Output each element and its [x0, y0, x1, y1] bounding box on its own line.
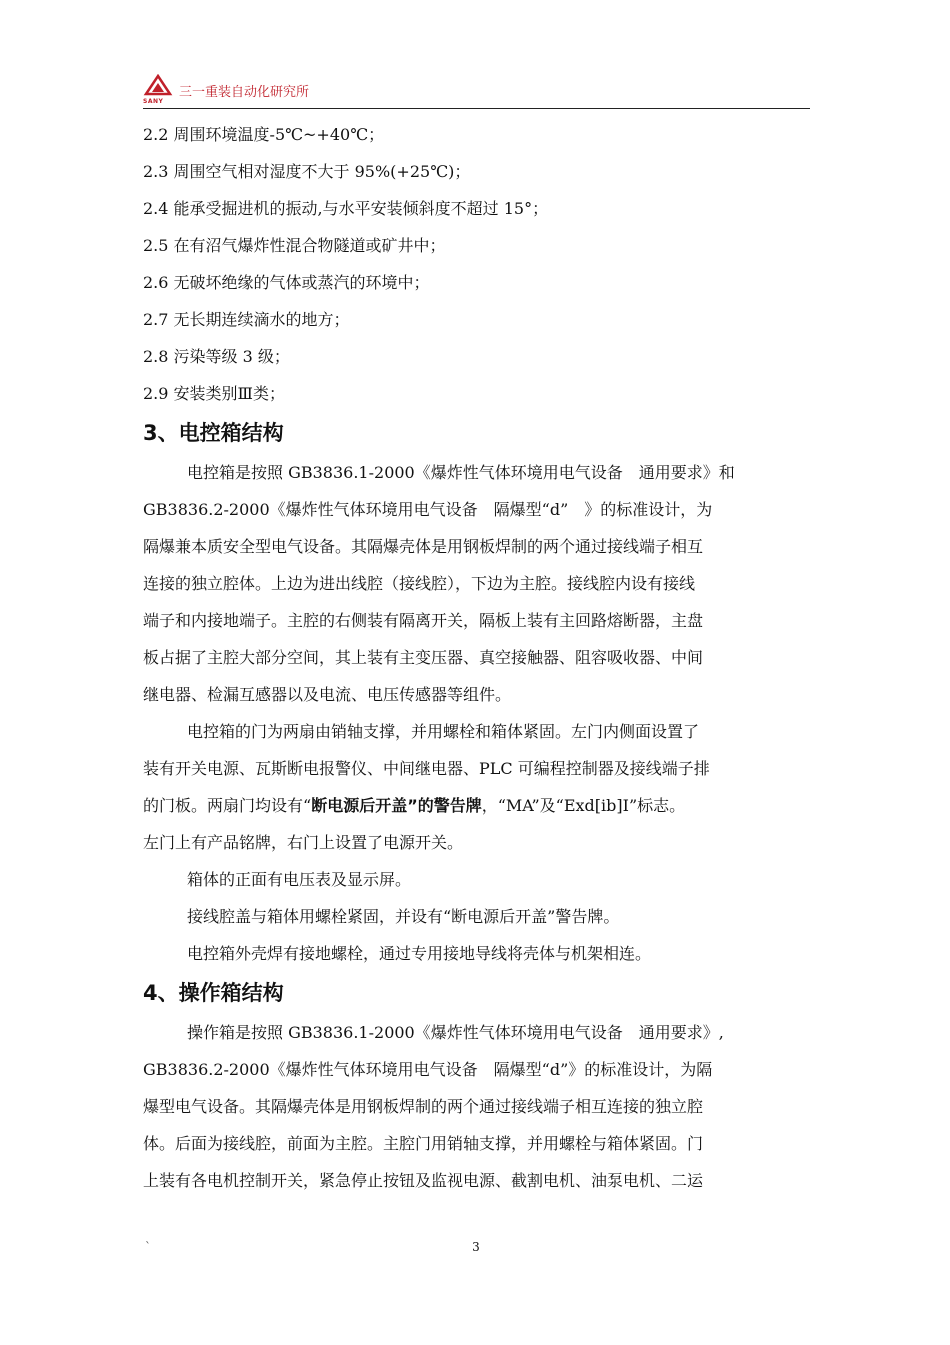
paragraph-line: 电控箱是按照 GB3836.1-2000《爆炸性气体环境用电气设备 通用要求》和	[187, 463, 735, 482]
env-item: 2.7 无长期连续滴水的地方；	[143, 310, 350, 329]
page-number: 3	[472, 1240, 480, 1254]
paragraph-line: 电控箱外壳焊有接地螺栓，通过专用接地导线将壳体与机架相连。	[187, 944, 652, 963]
env-item: 2.5 在有沼气爆炸性混合物隧道或矿井中；	[143, 236, 446, 255]
text-run: 的门板。两扇门均设有“	[143, 796, 312, 815]
paragraph-line: 继电器、检漏互感器以及电流、电压传感器等组件。	[143, 685, 512, 704]
text-run: ，“MA”及“Exd[ib]I”标志。	[481, 796, 686, 815]
env-item: 2.3 周围空气相对湿度不大于 95%(+25℃)；	[143, 162, 471, 181]
paragraph-line: 体。后面为接线腔，前面为主腔。主腔门用销轴支撑，并用螺栓与箱体紧固。门	[143, 1134, 704, 1153]
header-divider	[143, 108, 810, 109]
paragraph-line: 端子和内接地端子。主腔的右侧装有隔离开关，隔板上装有主回路熔断器，主盘	[143, 611, 704, 630]
header-title: 三一重装自动化研究所	[179, 85, 310, 100]
paragraph-line: 隔爆兼本质安全型电气设备。其隔爆壳体是用钢板焊制的两个通过接线端子相互	[143, 537, 704, 556]
paragraph-line: GB3836.2-2000《爆炸性气体环境用电气设备 隔爆型“d” 》的标准设计，为	[143, 500, 713, 519]
env-item: 2.4 能承受掘进机的振动,与水平安装倾斜度不超过 15°；	[143, 199, 549, 218]
paragraph-line: 上装有各电机控制开关，紧急停止按钮及监视电源、截割电机、油泵电机、二运	[143, 1171, 704, 1190]
paragraph-line: 操作箱是按照 GB3836.1-2000《爆炸性气体环境用电气设备 通用要求》,	[187, 1023, 724, 1042]
paragraph-line: 板占据了主腔大部分空间，其上装有主变压器、真空接触器、阻容吸收器、中间	[143, 648, 704, 667]
paragraph-line: GB3836.2-2000《爆炸性气体环境用电气设备 隔爆型“d”》的标准设计，为隔	[143, 1060, 713, 1079]
paragraph-line: 连接的独立腔体。上边为进出线腔（接线腔），下边为主腔。接线腔内设有接线	[143, 574, 696, 593]
paragraph-line: 接线腔盖与箱体用螺栓紧固，并设有“断电源后开盖”警告牌。	[187, 907, 620, 926]
env-item: 2.6 无破坏绝缘的气体或蒸汽的环境中；	[143, 273, 430, 292]
paragraph-line: 箱体的正面有电压表及显示屏。	[187, 870, 412, 889]
logo-text: SANY	[143, 98, 164, 105]
page-footer	[0, 1240, 950, 1260]
page-header	[143, 74, 810, 110]
paragraph-line: 左门上有产品铭牌，右门上设置了电源开关。	[143, 833, 464, 852]
paragraph-line: 装有开关电源、瓦斯断电报警仪、中间继电器、PLC 可编程控制器及接线端子排	[143, 759, 710, 778]
section-4-heading: 4、操作箱结构	[143, 981, 284, 1005]
paragraph-line	[143, 787, 810, 824]
env-item: 2.8 污染等级 3 级；	[143, 347, 290, 366]
env-item: 2.2 周围环境温度-5℃~+40℃；	[143, 125, 385, 144]
paragraph-line: 电控箱的门为两扇由销轴支撑，并用螺栓和箱体紧固。左门内侧面设置了	[187, 722, 700, 741]
paragraph-line: 爆型电气设备。其隔爆壳体是用钢板焊制的两个通过接线端子相互连接的独立腔	[143, 1097, 704, 1116]
document-body	[143, 116, 810, 1199]
env-item: 2.9 安装类别Ⅲ类；	[143, 384, 285, 403]
footer-mark: `	[145, 1240, 151, 1254]
section-3-heading: 3、电控箱结构	[143, 421, 284, 445]
warning-label-text: 断电源后开盖”的警告牌	[311, 796, 482, 815]
